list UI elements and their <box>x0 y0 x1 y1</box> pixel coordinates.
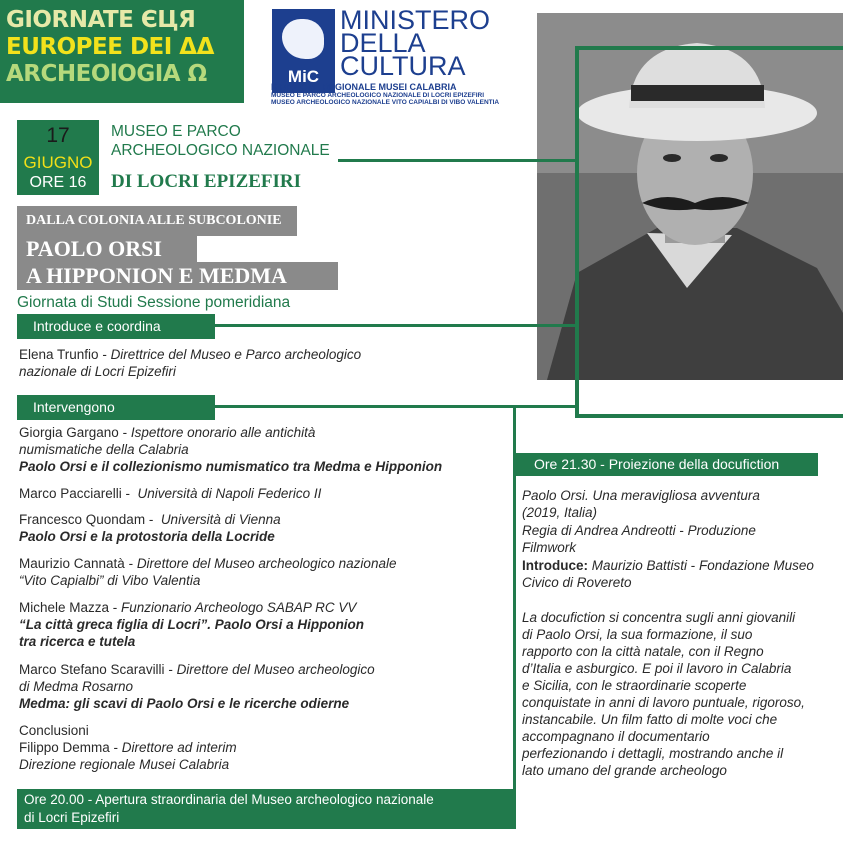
intervengono-header: Intervengono <box>17 395 215 420</box>
film-description <box>522 609 840 779</box>
apertura-line-1: Ore 20.00 - Apertura straordinaria del Museo archeologico nazionale <box>24 792 434 807</box>
giornate-europee-archeologia-logo <box>0 0 244 103</box>
introduce-name: Maurizio Battisti <box>591 558 688 573</box>
speaker-name: Elena Trunfio <box>19 347 99 362</box>
conclusioni-label: Conclusioni <box>19 723 89 738</box>
desc-line: instancabile. Un film fatto di molte voci che <box>522 712 778 727</box>
mic-label: MiC <box>287 67 320 86</box>
ministero-line-1: MINISTERO <box>340 5 491 35</box>
speaker-role-2: di Medma Rosarno <box>19 679 134 694</box>
desc-line: perfezionando i dettagli, mostrando anche il <box>522 746 784 761</box>
museum-line-2: ARCHEOLOGICO NAZIONALE <box>111 142 330 159</box>
frame-line-top <box>575 46 843 50</box>
talk-title-2: tra ricerca e tutela <box>19 634 136 649</box>
speaker-role: Università di Napoli Federico II <box>137 486 322 501</box>
date-month: GIUGNO <box>23 153 93 172</box>
head-profile-icon <box>282 19 324 59</box>
speaker-mazza: Michele Mazza - Funzionario Archeologo SABAP RC VV <box>19 600 357 615</box>
introduce-entry: Elena Trunfio - Direttrice del Museo e Parco archeologico <box>19 347 362 362</box>
giornata-subtitle: Giornata di Studi Sessione pomeridiana <box>17 294 291 311</box>
introduce-header: Introduce e coordina <box>17 314 215 339</box>
speaker-role: Direttore del Museo archeologico nazionale <box>136 556 397 571</box>
talk-title: “La città greca figlia di Locri”. Paolo Orsi a Hipponion <box>19 617 365 632</box>
film-year: (2019, Italia) <box>522 505 598 520</box>
mic-logo <box>272 9 335 93</box>
museum-line-3: DI LOCRI EPIZEFIRI <box>111 171 302 192</box>
proiezione-header: Ore 21.30 - Proiezione della docufiction <box>514 453 818 476</box>
paolo-orsi-portrait <box>537 13 843 380</box>
speaker-name: Maurizio Cannatà <box>19 556 125 571</box>
desc-line: d’Italia e asburgico. E poi il lavoro in Calabria <box>522 661 792 676</box>
talk-title: Paolo Orsi e la protostoria della Locride <box>19 529 275 544</box>
event-title-line-2: A HIPPONION E MEDMA <box>17 262 338 290</box>
frame-line-left <box>575 46 579 418</box>
speaker-name: Marco Stefano Scaravilli <box>19 662 165 677</box>
speaker-demma: Filippo Demma - Direttore ad interim <box>19 740 237 755</box>
apertura-line-2: di Locri Epizefiri <box>24 810 120 825</box>
speaker-name: Marco Pacciarelli <box>19 486 122 501</box>
film-title: Paolo Orsi. Una meravigliosa avventura <box>522 488 760 503</box>
ministero-sub-3: MUSEO ARCHEOLOGICO NAZIONALE VITO CAPIALBI DI VIBO VALENTIA <box>271 99 500 106</box>
ministero-sub-2: MUSEO E PARCO ARCHEOLOGICO NAZIONALE DI LOCRI EPIZEFIRI <box>271 92 485 99</box>
speaker-role: Funzionario Archeologo SABAP RC VV <box>121 600 357 615</box>
logo-line-1: GIORNATE ЄЦЯ <box>6 7 196 33</box>
line-introduce <box>215 324 578 327</box>
introduce-label: Introduce: <box>522 558 588 573</box>
speaker-name: Giorgia Gargano <box>19 425 119 440</box>
speaker-role: Ispettore onorario alle antichità <box>130 425 316 440</box>
speaker-role: Direttore del Museo archeologico <box>176 662 375 677</box>
speaker-role-2: nazionale di Locri Epizefiri <box>19 364 176 379</box>
museum-line-1: MUSEO E PARCO <box>111 123 241 140</box>
speaker-role: Direttrice del Museo e Parco archeologico <box>110 347 362 362</box>
date-hour: ORE 16 <box>29 174 87 191</box>
event-title-line-1: PAOLO ORSI <box>17 234 197 264</box>
regia-text: Regia di Andrea Andreotti <box>522 523 676 538</box>
speaker-role-2: Direzione regionale Musei Calabria <box>19 757 230 772</box>
speaker-role: Università di Vienna <box>160 512 281 527</box>
produzione-label: Produzione <box>687 523 756 538</box>
desc-line: conquistate in anni di lavoro puntuale, rigoroso, <box>522 695 805 710</box>
speaker-name: Filippo Demma <box>19 740 110 755</box>
speaker-role-2: numismatiche della Calabria <box>19 442 189 457</box>
apertura-banner <box>17 789 515 829</box>
speaker-quondam: Francesco Quondam - Università di Vienna <box>19 512 281 527</box>
ministero-direzione: DIREZIONE REGIONALE MUSEI CALABRIA <box>271 82 457 92</box>
ministero-line-2: DELLA <box>340 28 426 58</box>
frame-line-bottom <box>575 414 843 418</box>
introduce-role: Fondazione Museo <box>699 558 814 573</box>
event-subtitle: DALLA COLONIA ALLE SUBCOLONIE <box>17 206 297 236</box>
speaker-role: Direttore ad interim <box>121 740 237 755</box>
desc-line: di Paolo Orsi, la sua formazione, il suo <box>522 627 753 642</box>
produzione-name: Filmwork <box>522 540 576 555</box>
desc-line: accompagnano il documentario <box>522 729 710 744</box>
speaker-gargano: Giorgia Gargano - Ispettore onorario alle antichità <box>19 425 316 440</box>
date-box <box>17 120 99 195</box>
speaker-pacciarelli: Marco Pacciarelli - Università di Napoli Federico II <box>19 486 322 501</box>
logo-line-3: ARCHEOlOGIA Ω <box>6 61 207 87</box>
desc-line: lato umano del grande archeologo <box>522 763 727 778</box>
line-museum <box>338 159 578 162</box>
date-day: 17 <box>46 124 70 147</box>
film-introduce: Introduce: Maurizio Battisti - Fondazione Museo <box>522 558 814 573</box>
ministero-line-3: CULTURA <box>340 51 466 81</box>
speaker-role-2: “Vito Capialbi” di Vibo Valentia <box>19 573 201 588</box>
speaker-cannata: Maurizio Cannatà - Direttore del Museo archeologico nazionale <box>19 556 397 571</box>
film-regia: Regia di Andrea Andreotti - Produzione <box>522 523 756 538</box>
desc-line: e Sicilia, con le straordinarie scoperte <box>522 678 747 693</box>
introduce-role-2: Civico di Rovereto <box>522 575 632 590</box>
logo-line-2: EUROPEE DEI ΔΔ <box>6 34 214 60</box>
speaker-name: Francesco Quondam <box>19 512 146 527</box>
line-intervengono <box>215 405 578 408</box>
talk-title: Paolo Orsi e il collezionismo numismatico tra Medma e Hipponion <box>19 459 443 474</box>
desc-line: rapporto con la città natale, con il Regno <box>522 644 764 659</box>
talk-title: Medma: gli scavi di Paolo Orsi e le ricerche odierne <box>19 696 350 711</box>
speaker-scaravilli: Marco Stefano Scaravilli - Direttore del Museo archeologico <box>19 662 375 677</box>
desc-line: La docufiction si concentra sugli anni giovanili <box>522 610 796 625</box>
speaker-name: Michele Mazza <box>19 600 110 615</box>
